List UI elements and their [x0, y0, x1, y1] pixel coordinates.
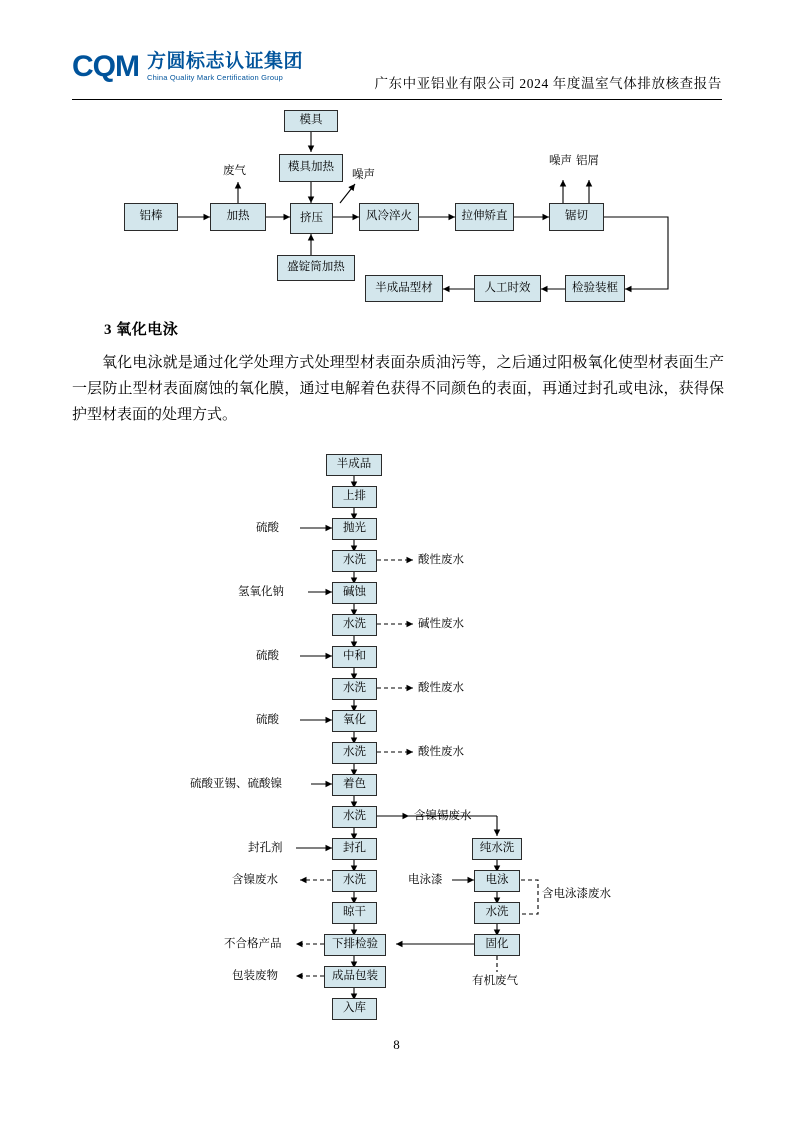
flow-box-drying: 晾干 [332, 902, 377, 924]
logo-chinese-name: 方圆标志认证集团 [147, 51, 304, 73]
logo-text-block [147, 52, 303, 82]
flow-box-rinse-1: 水洗 [332, 550, 377, 572]
flow-box-mold-heating: 模具加热 [279, 154, 343, 182]
section-title: 3 氧化电泳 [104, 322, 179, 338]
flow-box-rinse-4: 水洗 [332, 742, 377, 764]
label-acidic-wastewater-2: 酸性废水 [418, 682, 464, 694]
flow-box-rinse-5: 水洗 [332, 806, 377, 828]
flow-box-semi-finished: 半成品 [326, 454, 382, 476]
page-header [72, 46, 722, 98]
label-nonconforming-product: 不合格产品 [224, 938, 282, 950]
flow-box-oxidation: 氧化 [332, 710, 377, 732]
flow-box-heating: 加热 [210, 203, 266, 231]
logo-english-name: China Quality Mark Certification Group [147, 73, 283, 83]
label-packaging-waste: 包装废物 [232, 970, 278, 982]
flow-box-pure-water-wash: 纯水洗 [472, 838, 522, 860]
flow-box-rinse-2: 水洗 [332, 614, 377, 636]
flow-box-loading: 上排 [332, 486, 377, 508]
cqm-logo [72, 52, 303, 82]
flow-box-rinse-6: 水洗 [332, 870, 377, 892]
flow-box-rinse-3: 水洗 [332, 678, 377, 700]
flow-box-sawing: 锯切 [549, 203, 604, 231]
label-alkaline-wastewater: 碱性废水 [418, 618, 464, 630]
label-sulfuric-acid-2: 硫酸 [256, 650, 279, 662]
label-sulfuric-acid-3: 硫酸 [256, 714, 279, 726]
header-divider [72, 99, 722, 100]
flow-box-artificial-aging: 人工时效 [474, 275, 541, 302]
label-organic-waste-gas: 有机废气 [472, 975, 518, 987]
label-nickel-tin-wastewater: 含镍锡废水 [414, 810, 472, 822]
flow-box-alkaline-etching: 碱蚀 [332, 582, 377, 604]
label-noise-sawing: 噪声 [549, 155, 572, 167]
label-sealing-agent: 封孔剂 [248, 842, 283, 854]
header-title: 广东中亚铝业有限公司 2024 年度温室气体排放核查报告 [374, 76, 722, 91]
flow-box-mold: 模具 [284, 110, 338, 132]
label-stannous-sulfate-nickel-sulfate: 硫酸亚锡、硫酸镍 [190, 778, 282, 790]
label-noise-extrusion: 噪声 [352, 169, 375, 181]
label-acidic-wastewater-3: 酸性废水 [418, 746, 464, 758]
label-electrophoretic-paint: 电泳漆 [408, 874, 443, 886]
flow-box-inspection-framing: 检验装框 [565, 275, 625, 302]
label-aluminum-scrap: 铝屑 [576, 155, 599, 167]
flow-box-unloading-inspection: 下排检验 [324, 934, 386, 956]
flow-box-stretch-straightening: 拉伸矫直 [455, 203, 514, 231]
label-nickel-wastewater: 含镍废水 [232, 874, 278, 886]
flow-box-semi-finished-profile: 半成品型材 [365, 275, 443, 302]
label-waste-gas: 废气 [223, 165, 246, 177]
flow-box-coloring: 着色 [332, 774, 377, 796]
label-electrophoretic-paint-wastewater: 含电泳漆废水 [542, 888, 611, 900]
flow-box-sealing: 封孔 [332, 838, 377, 860]
section-paragraph: 氧化电泳就是通过化学处理方式处理型材表面杂质油污等，之后通过阳极氧化使型材表面生产一层防止型材表面腐蚀的氧化膜，通过电解着色获得不同颜色的表面，再通过封孔或电泳，获得保护型材表面的处理方式。 [72, 355, 724, 423]
label-acidic-wastewater-1: 酸性废水 [418, 554, 464, 566]
flow-box-extrusion: 挤压 [290, 203, 333, 234]
flow-box-neutralization: 中和 [332, 646, 377, 668]
flow-box-water-quenching: 风冷淬火 [359, 203, 419, 231]
flow-box-curing: 固化 [474, 934, 520, 956]
flow-box-electrophoresis: 电泳 [474, 870, 520, 892]
flow-box-polishing: 抛光 [332, 518, 377, 540]
flow-box-warehousing: 入库 [332, 998, 377, 1020]
flow-box-finished-packaging: 成品包装 [324, 966, 386, 988]
label-sulfuric-acid-1: 硫酸 [256, 522, 279, 534]
flow-box-ingot-barrel-heating: 盛锭筒加热 [277, 255, 355, 281]
flow-box-aluminum-bar: 铝棒 [124, 203, 178, 231]
page-number: 8 [393, 1037, 400, 1052]
logo-mark-text: CQM [72, 50, 139, 83]
label-sodium-hydroxide: 氢氧化钠 [238, 586, 284, 598]
flow-box-rinse-7: 水洗 [474, 902, 520, 924]
